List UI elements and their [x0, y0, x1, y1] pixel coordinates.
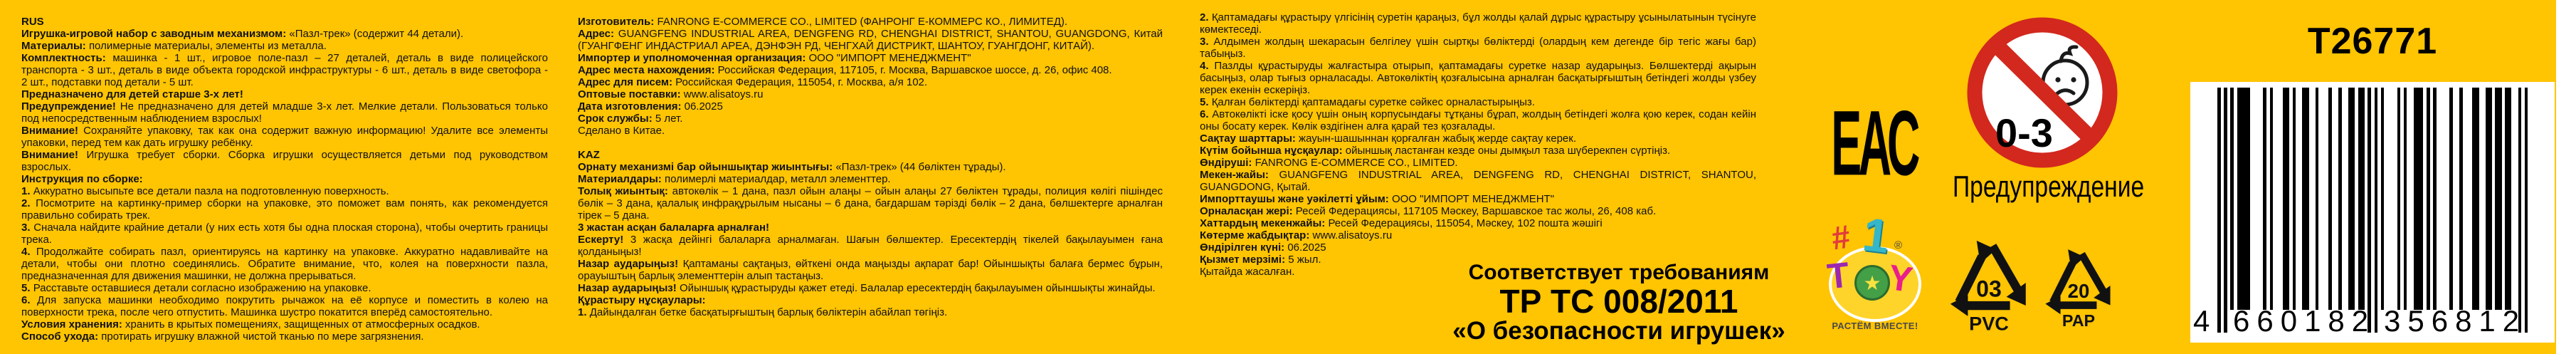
- paragraph: 3 жастан асқан балаларға арналған!: [578, 222, 770, 234]
- toy-logo-letter-t: T: [1825, 254, 1852, 297]
- recycling-pvc-code: 03: [1976, 276, 2002, 302]
- paragraph: 3. Алдымен жолдың шекарасын белгілеу үшін сыртқы бөліктерді (олардың кем дегенде бір тегіс жағы бар) табыңыз.: [1200, 36, 1756, 60]
- paragraph: 2. Қаптамадағы құрастыру үлгісінің суретін қараңыз, бұл жолды қалай дұрыс құрастыру ұсынылатынын түсінуге көмектеседі.: [1200, 11, 1756, 36]
- paragraph: Импортер и уполномоченная организация: ООО "ИМПОРТ МЕНЕДЖМЕНТ": [578, 52, 971, 64]
- product-code: T26771: [2307, 21, 2438, 62]
- paragraph: Назар аударыңыз! Ойыншық құрастыруды қажет етеді. Балалар ересектердің бақылауымен ойыншықты жинайды.: [578, 282, 1156, 294]
- paragraph: [578, 137, 1163, 149]
- paragraph: Қытайда жасалған.: [1200, 266, 1295, 278]
- paragraph: 5. Қалған бөліктерді қаптамадағы суретке сәйкес орналастырыңыз.: [1200, 96, 1535, 108]
- paragraph: Предупреждение! Не предназначено для детей младше 3-х лет. Мелкие детали. Пользоваться только под непосредственным наблюдением взрослых!: [21, 100, 548, 125]
- paragraph: 4. Пазлды құрастыруды жалғастыра отырып, қаптамадағы суретке назар аударыңыз. Бөлшектерді ақырын басыңыз, олар тығыз орналасады. Автокөліктің қозғалысына арналған басқатырғыштың бетіндегі жолды үзбеу керек екенін ескеріңіз.: [1200, 60, 1756, 96]
- paragraph: Адрес места нахождения: Российская Федерация, 117105, г. Москва, Варшавское шоссе, д. 26, офис 408.: [578, 64, 1112, 76]
- paragraph: Адрес для писем: Российская Федерация, 115054, г. Москва, а/я 102.: [578, 76, 928, 88]
- compliance-line-3: «О безопасности игрушек»: [1452, 317, 1785, 345]
- barcode-digits: [2190, 304, 2555, 340]
- paragraph: Мекен-жайы: GUANGFENG INDUSTRIAL AREA, DENGFENG RD, CHENGHAI DISTRICT, SHANTOU, GUANGDONG, Қытай.: [1200, 169, 1756, 193]
- paragraph: Құрастыру нұсқаулары:: [578, 294, 706, 306]
- age-warning-sign-graphic: [1967, 17, 2118, 168]
- paragraph: 6. Автокөлікті іске қосу үшін оның корпусындағы тұтқаны бұрап, жолдың бетіндегі жолға қою керек, содан кейін оны босату керек. Көлік өздігінен алға қарай тез қозғалады.: [1200, 108, 1756, 132]
- paragraph: 5. Расставьте оставшиеся детали согласно изображению на упаковке.: [21, 282, 371, 294]
- paragraph: 2. Посмотрите на картинку-пример сборки на упаковке, это поможет вам понять, как рекомендуется правильно собирать трек.: [21, 197, 548, 222]
- paragraph: Импорттаушы және уәкілетті ұйым: ООО "ИМПОРТ МЕНЕДЖМЕНТ": [1200, 193, 1555, 205]
- age-warning-icon: [1967, 17, 2118, 168]
- paragraph: Орналасқан жері: Ресей Федерациясы, 117105 Мәскеу, Варшавское тас жолы, 26, 408 каб.: [1200, 205, 1657, 217]
- paragraph: KAZ: [578, 149, 600, 161]
- info-column-rus: [21, 16, 548, 343]
- eac-mark-icon: [1822, 93, 1927, 194]
- paragraph: Внимание! Сохраняйте упаковку, так как она содержит важную информацию! Удалите все элементы упаковки, перед тем как дать игрушку ребёнку.: [21, 125, 549, 149]
- paragraph: 4. Продолжайте собирать пазл, ориентируясь на картинку на упаковке. Аккуратно надавливайте на детали, чтобы они плотно соединялись. Обратите внимание, что, колея на поверхности пазла, предназначенная для движения машинки, не должна прерываться.: [21, 246, 548, 282]
- paragraph: Толық жиынтық: автокөлік – 1 дана, пазл ойын алаңы – ойын алаңы 27 бөліктен тұрады, полиция көлігі пішіндес бөлік – 3 дана, қалалық инфрақұрылым нысаны – 6 дана, бағдаршам тәрізді бөлік – 2 дана, бөлшектерге арналған тірек – 5 дана.: [578, 185, 1163, 222]
- paragraph: Инструкция по сборке:: [21, 173, 143, 185]
- paragraph: Орнату механизмі бар ойыншықтар жиынтығы: «Пазл-трек» (44 бөліктен тұрады).: [578, 161, 1006, 173]
- paragraph: 6. Для запуска машинки необходимо покрутить рычажок на её корпусе и поместить в колею на поверхности трека, после чего отпустить. Машинка шустро покатится вперёд самостоятельно.: [21, 294, 548, 318]
- recycling-pap-icon: [2041, 236, 2116, 335]
- barcode-digits-left: 660182: [2233, 304, 2376, 338]
- paragraph: Комплектность: машинка - 1 шт., игровое поле-пазл – 27 деталей, деталь в виде полицейского транспорта - 3 шт., деталь в виде объекта городской инфраструктуры - 6 шт., деталь в виде светофора - 2 шт., подставки под детали - 5 шт.: [21, 52, 548, 88]
- paragraph: Изготовитель: FANRONG E-COMMERCE CO., LIMITED (ФАНРОНГ Е-КОММЕРС КО., ЛИМИТЕД).: [578, 16, 1068, 28]
- paragraph: Игрушка-игровой набор с заводным механизмом: «Пазл-трек» (содержит 44 детали).: [21, 28, 464, 40]
- info-column-manufacturer-kaz: [578, 16, 1163, 318]
- recycling-pap-code: 20: [2067, 279, 2090, 302]
- paragraph: Срок службы: 5 лет.: [578, 113, 683, 125]
- barcode-digits-right: 356812: [2384, 304, 2527, 338]
- registered-mark-icon: ®: [1894, 239, 1903, 251]
- paragraph: Күтім бойынша нұсқаулар: ойыншық ластанған кезде оны дымқыл таза шүберекпен сүртіңіз.: [1200, 145, 1671, 157]
- paragraph: Условия хранения: хранить в крытых помещениях, защищенных от атмосферных осадков.: [21, 318, 480, 330]
- paragraph: Назар аударыңыз! Қаптаманы сақтаңыз, өйткені онда маңызды ақпарат бар! Ойыншықты балаға бермес бұрын, орауыштың барлық элементтерін алып тастаңыз.: [578, 258, 1163, 282]
- toy-logo-hash: #: [1829, 217, 1853, 257]
- paragraph: 3. Сначала найдите крайние детали (у них есть хотя бы одна плоская сторона), чтобы очертить границы трека.: [21, 222, 548, 246]
- paragraph: Сақтау шарттары: жауын-шашыннан қорғалған жабық жерде сақтау керек.: [1200, 132, 1576, 145]
- barcode: [2190, 82, 2555, 343]
- toy-logo-slogan: РАСТЁМ ВМЕСТЕ!: [1832, 321, 1918, 331]
- toy-logo-letter-y: Y: [1886, 256, 1916, 301]
- label-edge-trim: [2556, 0, 2576, 354]
- paragraph: Өндіруші: FANRONG E-COMMERCE CO., LIMITED.: [1200, 157, 1458, 169]
- toy-brand-logo: [1822, 207, 1928, 336]
- barcode-module: [2525, 88, 2528, 333]
- paragraph: Предназначено для детей старше 3-х лет!: [21, 88, 243, 100]
- barcode-bars: [2217, 88, 2528, 338]
- paragraph: Дата изготовления: 06.2025: [578, 100, 723, 113]
- age-warning-caption: Предупреждение: [1953, 170, 2145, 203]
- paragraph: Способ ухода: протирать игрушку влажной чистой тканью по мере загрязнения.: [21, 330, 424, 343]
- compliance-line-1: Соответствует требованиям: [1468, 261, 1770, 284]
- paragraph: Қызмет мерзімі: 5 жыл.: [1200, 254, 1321, 266]
- paragraph: Оптовые поставки: www.alisatoys.ru: [578, 88, 764, 100]
- paragraph: Материалы: полимерные материалы, элементы из металла.: [21, 40, 327, 52]
- compliance-statement: [1452, 261, 1786, 345]
- eac-mark-letters: ЕАС: [1831, 91, 1918, 195]
- paragraph: 1. Дайындалған бетке басқатырғыштың барлық бөліктерін абайлап төгіңіз.: [578, 306, 948, 318]
- paragraph: Өндірілген күні: 06.2025: [1200, 241, 1326, 254]
- paragraph: RUS: [21, 16, 44, 28]
- recycling-pvc-icon: [1945, 234, 2033, 332]
- paragraph: Внимание! Игрушка требует сборки. Сборка игрушки осуществляется детьми под руководством взрослых.: [21, 149, 548, 173]
- paragraph: Сделано в Китае.: [578, 125, 665, 137]
- paragraph: Ескерту! 3 жасқа дейінгі балаларға арналмаған. Шағын бөлшектер. Ересектердің тікелей бақылауымен ғана қолданыңыз!: [578, 234, 1163, 258]
- toy-logo-number-one: 1: [1859, 207, 1893, 263]
- info-column-kaz-continued: [1200, 11, 1756, 278]
- recycling-pap-material: PAP: [2062, 311, 2096, 330]
- barcode-digit-first: 4: [2193, 304, 2210, 338]
- paragraph: Хаттардың мекенжайы: Ресей Федерациясы, 115054, Мәскеу, 102 пошта жәшігі: [1200, 217, 1603, 229]
- paragraph: Материалдары: полимерлі материалдар, металл элементтер.: [578, 173, 891, 185]
- paragraph: 1. Аккуратно высыпьте все детали пазла на подготовленную поверхность.: [21, 185, 389, 197]
- recycling-pvc-material: PVC: [1969, 312, 2009, 332]
- toy-logo-letter-o-star-icon: ★: [1854, 265, 1890, 301]
- paragraph: Көтерме жабдықтар: www.alisatoys.ru: [1200, 229, 1393, 241]
- svg-text:0-3: 0-3: [1995, 110, 2053, 155]
- compliance-line-2: ТР ТС 008/2011: [1499, 283, 1738, 320]
- paragraph: Адрес: GUANGFENG INDUSTRIAL AREA, DENGFENG RD, CHENGHAI DISTRICT, SHANTOU, GUANGDONG, Китай (ГУАНГФЕНГ ИНДАСТРИАЛ АРЕА, ДЭНФЭН РД, ЧЕНГХАЙ ДИСТРИКТ, ШАНТОУ, ГУАНГДОНГ, КИТАЙ).: [578, 28, 1163, 52]
